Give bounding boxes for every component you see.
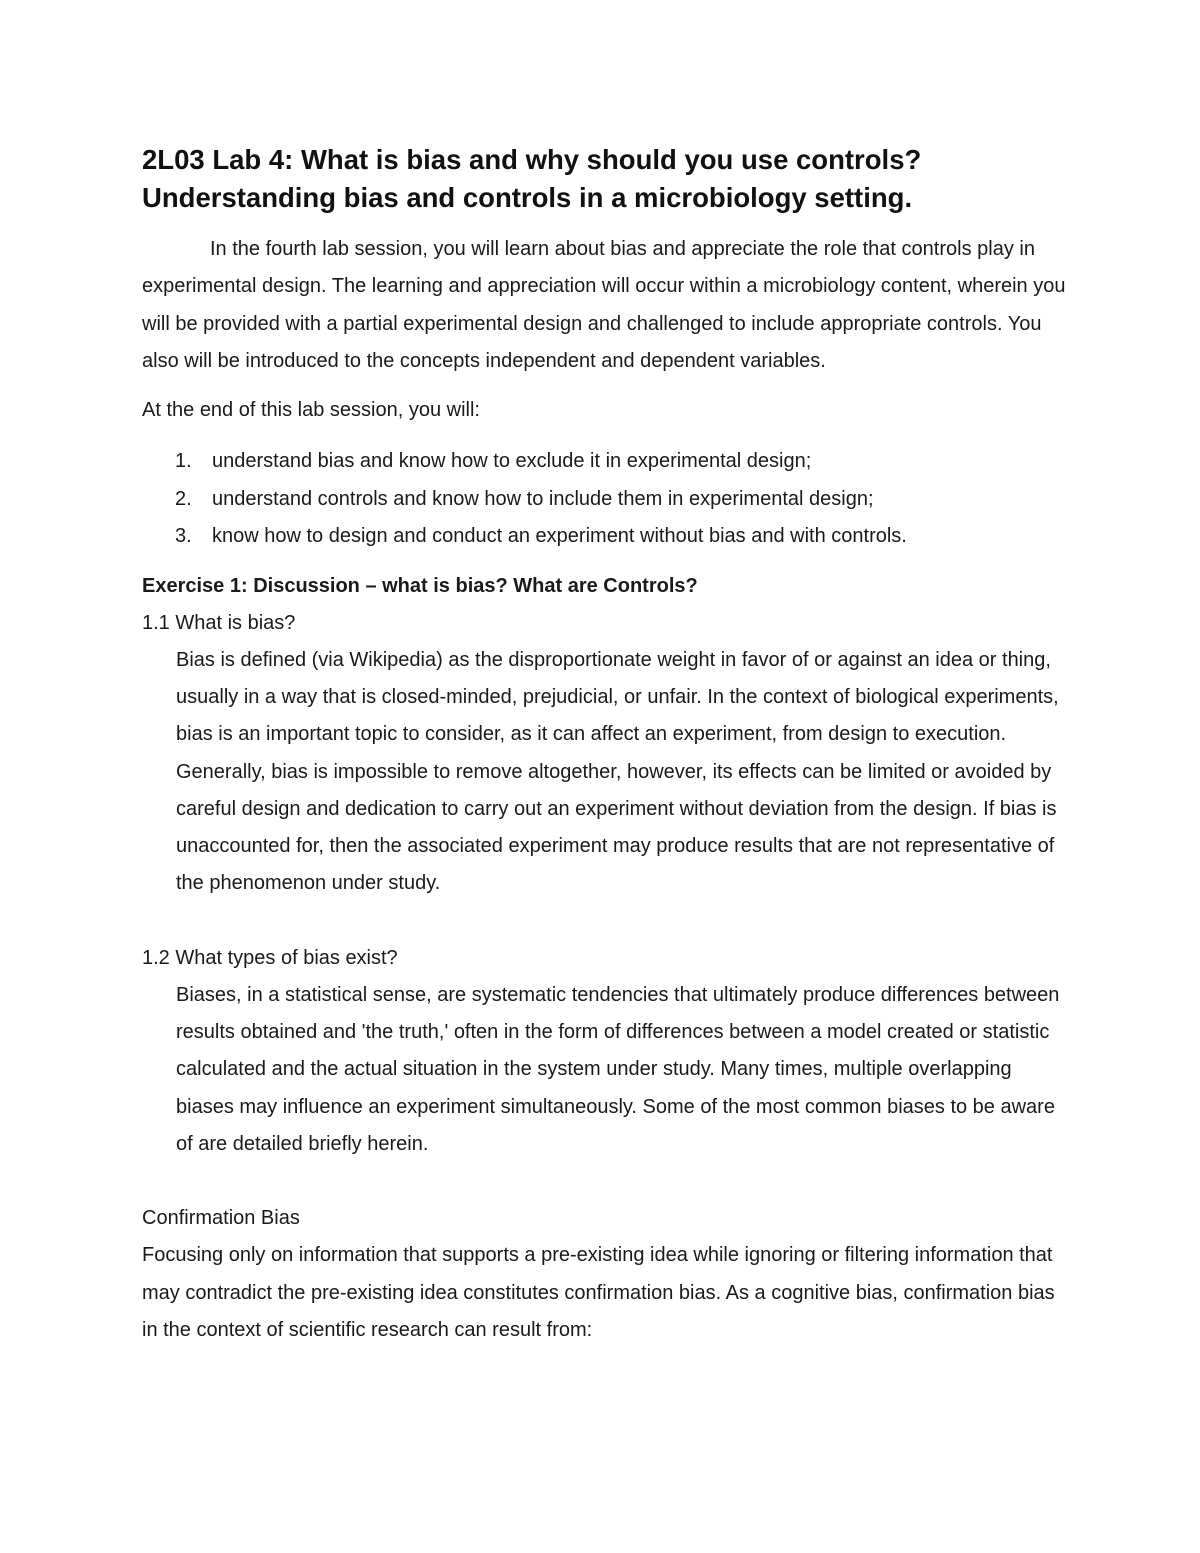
list-item xyxy=(142,443,1072,481)
answer-1-2: Biases, in a statistical sense, are systematic tendencies that ultimately produce differences between results obtained and 'the truth,' often in the form of differences between a model created or statistic calculated and the actual situation in the system under study. Many times, multiple overlapping biases may influence an experiment simultaneously. Some of the most common biases to be aware of are detailed briefly herein. xyxy=(176,983,1060,1155)
objectives-list xyxy=(142,443,1072,556)
list-item xyxy=(142,518,1072,556)
question-1-2: 1.2 What types of bias exist? xyxy=(142,946,398,969)
document-page xyxy=(142,141,1072,1349)
answer-1-1: Bias is defined (via Wikipedia) as the disproportionate weight in favor of or against an idea or thing, usually in a way that is closed-minded, prejudicial, or unfair. In the context of biological experiments, bias is an important topic to consider, as it can affect an experiment, from design to execution. Generally, bias is impossible to remove altogether, however, its effects can be limited or avoided by careful design and dedication to carry out an experiment without deviation from the design. If bias is unaccounted for, then the associated experiment may produce results that are not representative of the phenomenon under study. xyxy=(176,648,1059,895)
spacer xyxy=(142,903,1072,940)
list-item-text: understand bias and know how to exclude it in experimental design; xyxy=(212,450,812,473)
list-item xyxy=(142,481,1072,519)
list-item-number: 2. xyxy=(175,487,192,510)
list-item-number: 3. xyxy=(175,525,192,548)
intro-paragraph: In the fourth lab session, you will learn about bias and appreciate the role that controls play in experimental design. The learning and appreciation will occur within a microbiology content, wherein you will be provided with a partial experimental design and challenged to include appropriate controls. You also will be introduced to the concepts independent and dependent variables. xyxy=(142,238,1066,372)
list-item-text: know how to design and conduct an experiment without bias and with controls. xyxy=(212,525,907,548)
list-item-text: understand controls and know how to include them in experimental design; xyxy=(212,487,874,510)
question-1-1: 1.1 What is bias? xyxy=(142,611,296,634)
confirmation-bias-heading: Confirmation Bias xyxy=(142,1207,300,1230)
document-title: 2L03 Lab 4: What is bias and why should you use controls? Understanding bias and controls in a microbiology setting. xyxy=(142,144,922,213)
spacer xyxy=(142,1163,1072,1200)
list-item-number: 1. xyxy=(175,450,192,473)
confirmation-bias-paragraph: Focusing only on information that supports a pre-existing idea while ignoring or filtering information that may contradict the pre-existing idea constitutes confirmation bias. As a cognitive bias, confirmation bias in the context of scientific research can result from: xyxy=(142,1244,1055,1341)
exercise-1-heading: Exercise 1: Discussion – what is bias? What are Controls? xyxy=(142,574,698,597)
objectives-lead: At the end of this lab session, you will: xyxy=(142,399,480,422)
